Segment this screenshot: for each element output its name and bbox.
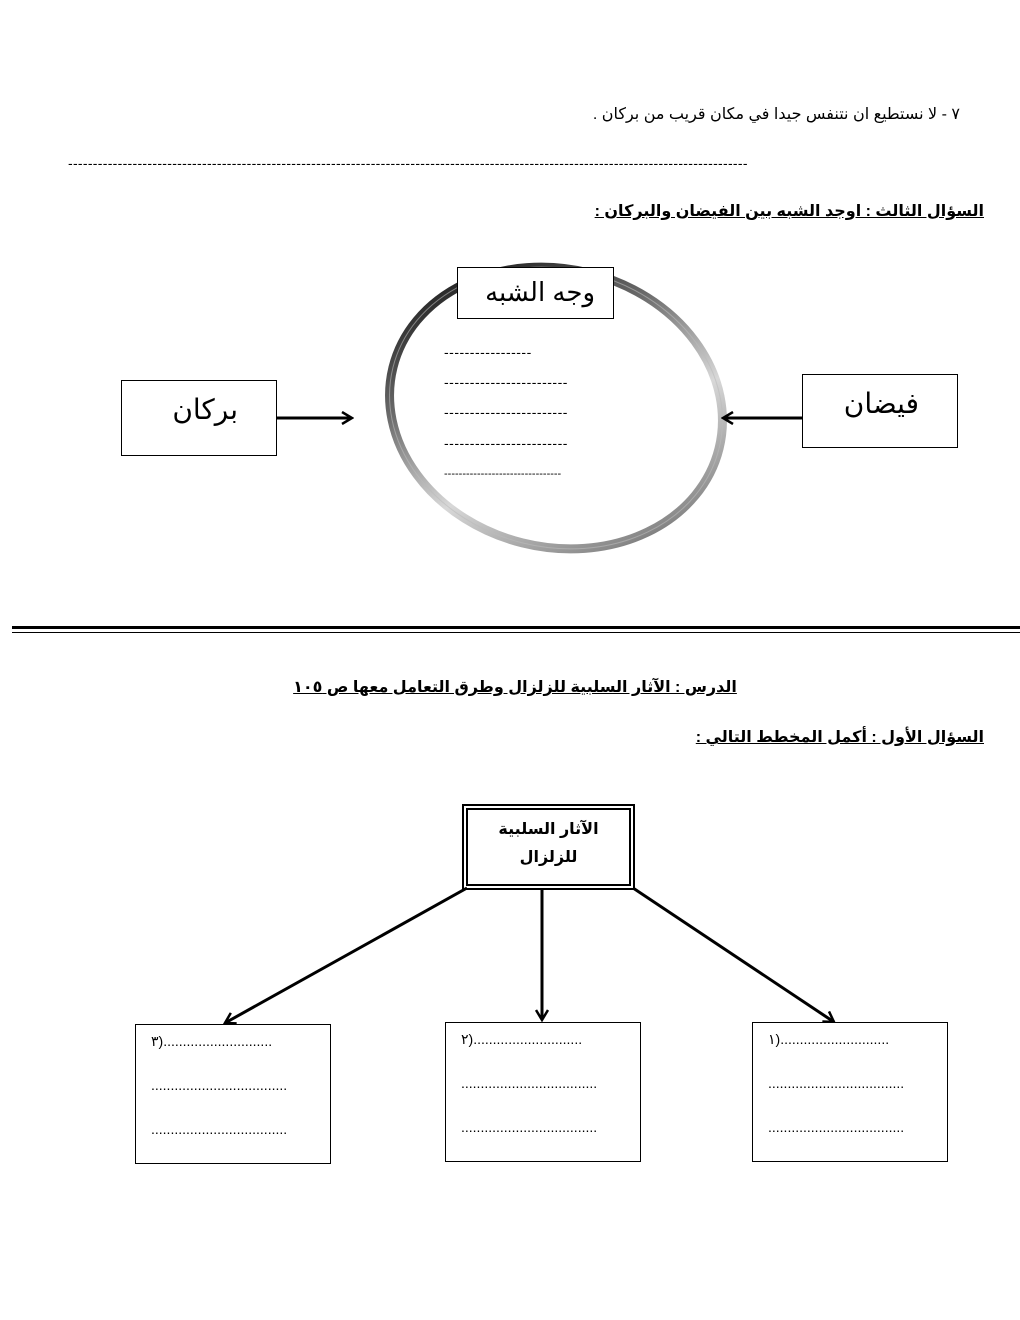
question-3-heading: السؤال الثالث : اوجد الشبه بين الفيضان والبركان :: [594, 203, 984, 220]
answer-box-3-line-3[interactable]: ...................................: [151, 1121, 288, 1137]
center-concept-line-1: الآثار السلبية: [498, 821, 599, 838]
blank-line[interactable]: ------------------------: [444, 405, 568, 419]
dashed-separator: -----------------------------------------------------------------------------------------------------------------------------------------: [68, 156, 748, 170]
arrow-to-box-1: [633, 888, 834, 1022]
flood-label: فيضان: [843, 388, 919, 419]
blank-line[interactable]: ------------------------: [444, 375, 568, 389]
center-concept-line-2: للزلزال: [519, 849, 578, 866]
center-concept-box: [462, 804, 635, 890]
section-divider: [12, 626, 1020, 633]
answer-box-2-line-1[interactable]: ٢)............................: [461, 1031, 583, 1047]
similarity-title: وجه الشبه: [485, 277, 595, 307]
answer-box-1-line-3[interactable]: ...................................: [768, 1119, 905, 1135]
question-item-7: ٧ - لا نستطيع ان نتنفس جيدا في مكان قريب من بركان .: [592, 106, 960, 123]
volcano-label: بركان: [172, 394, 238, 425]
blank-line[interactable]: --------------------------------: [444, 468, 562, 480]
flood-box: [802, 374, 958, 448]
answer-box-3-line-2[interactable]: ...................................: [151, 1077, 288, 1093]
answer-box-3-line-1[interactable]: ٣)............................: [151, 1033, 273, 1049]
answer-box-1-line-2[interactable]: ...................................: [768, 1075, 905, 1091]
question-1-heading: السؤال الأول : أكمل المخطط التالي :: [695, 729, 984, 746]
answer-box-1-line-1[interactable]: ١)............................: [768, 1031, 890, 1047]
lesson-title: الدرس : الآثار السلبية للزلزال وطرق التعامل معها ص ١٠٥: [293, 679, 737, 696]
blank-line[interactable]: ------------------------: [444, 436, 568, 450]
arrow-to-box-3: [225, 888, 467, 1023]
answer-box-2: [445, 1022, 641, 1162]
volcano-box: [121, 380, 277, 456]
answer-box-2-line-2[interactable]: ...................................: [461, 1075, 598, 1091]
answer-box-3: [135, 1024, 331, 1164]
answer-box-1: [752, 1022, 948, 1162]
answer-box-2-line-3[interactable]: ...................................: [461, 1119, 598, 1135]
blank-line[interactable]: -----------------: [444, 345, 532, 359]
similarity-title-box: [457, 267, 614, 319]
